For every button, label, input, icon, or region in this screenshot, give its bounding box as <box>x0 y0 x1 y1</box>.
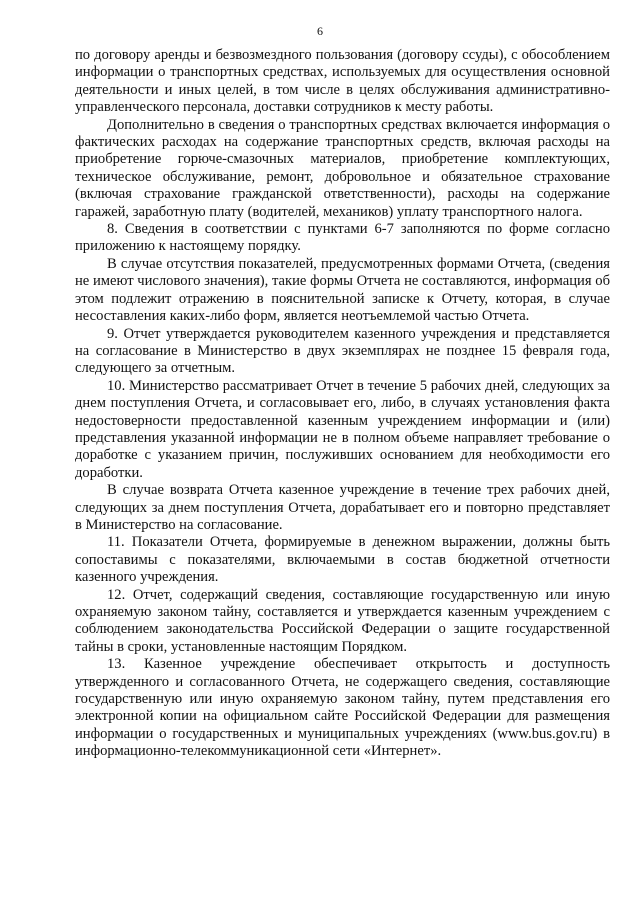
document-body <box>75 47 610 761</box>
paragraph-item-9: 9. Отчет утверждается руководителем казенного учреждения и представляется на согласование в Министерство в двух экземплярах не позднее 15 февраля года, следующего за отчетным. <box>75 325 610 377</box>
paragraph-return: В случае возврата Отчета казенное учреждение в течение трех рабочих дней, следующих за днем поступления Отчета, дорабатывает его и повторно представляет в Министерство на согласование. <box>75 482 610 533</box>
page-number: 6 <box>317 24 323 38</box>
paragraph-item-11: 11. Показатели Отчета, формируемые в денежном выражении, должны быть сопоставимы с показателями, включаемыми в состав бюджетной отчетности казенного учреждения. <box>75 534 610 586</box>
paragraph-continuation: по договору аренды и безвозмездного пользования (договору ссуды), с обособлением информации о транспортных средствах, используемых для осуществления основной деятельности и иных целей, в том числе в целях обслуживания административно-управленческого персонала, доставки сотрудников к месту работы. <box>75 47 610 116</box>
paragraph-item-8: 8. Сведения в соответствии с пунктами 6-7 заполняются по форме согласно приложению к настоящему порядку. <box>75 221 610 255</box>
paragraph-item-12: 12. Отчет, содержащий сведения, составляющие государственную или иную охраняемую законом тайну, составляется и утверждается казенным учреждением с соблюдением законодательства Российской Федерации о защите государственной тайны в сроки, установленные настоящим Порядком. <box>75 586 610 655</box>
paragraph-item-13: 13. Казенное учреждение обеспечивает открытость и доступность утвержденного и согласованного Отчета, не содержащего сведения, составляющие государственную или иную охраняемую законом тайну, путем представления его электронной копии на официальном сайте Российской Федерации для размещения информации о государственных и муниципальных учреждениях (www.bus.gov.ru) в информационно-телекоммуникационной сети «Интернет». <box>75 656 610 760</box>
paragraph-additional-info: Дополнительно в сведения о транспортных средствах включается информация о фактических расходах на содержание транспортных средств, включая расходы на приобретение горюче-смазочных материалов, приобретение комплектующих, техническое обслуживание, ремонт, добровольное и обязательное страхование (включая страхование гражданской ответственности), расходы на содержание гаражей, заработную плату (водителей, механиков) уплату транспортного налога. <box>75 116 610 220</box>
paragraph-item-10: 10. Министерство рассматривает Отчет в течение 5 рабочих дней, следующих за днем поступления Отчета, и согласовывает его, либо, в случаях установления факта недостоверности предоставленной казенным учреждением информации и (или) представления указанной информации не в полном объеме направляет требование о доработке с указанием причин, послуживших основанием для необходимости его доработки. <box>75 377 610 481</box>
paragraph-no-indicators: В случае отсутствия показателей, предусмотренных формами Отчета, (сведения не имеют числового значения), такие формы Отчета не составляются, информация об этом подлежит отражению в пояснительной записке к Отчету, которая, в случае несоставления каких-либо форм, является неотъемлемой частью Отчета. <box>75 255 610 325</box>
